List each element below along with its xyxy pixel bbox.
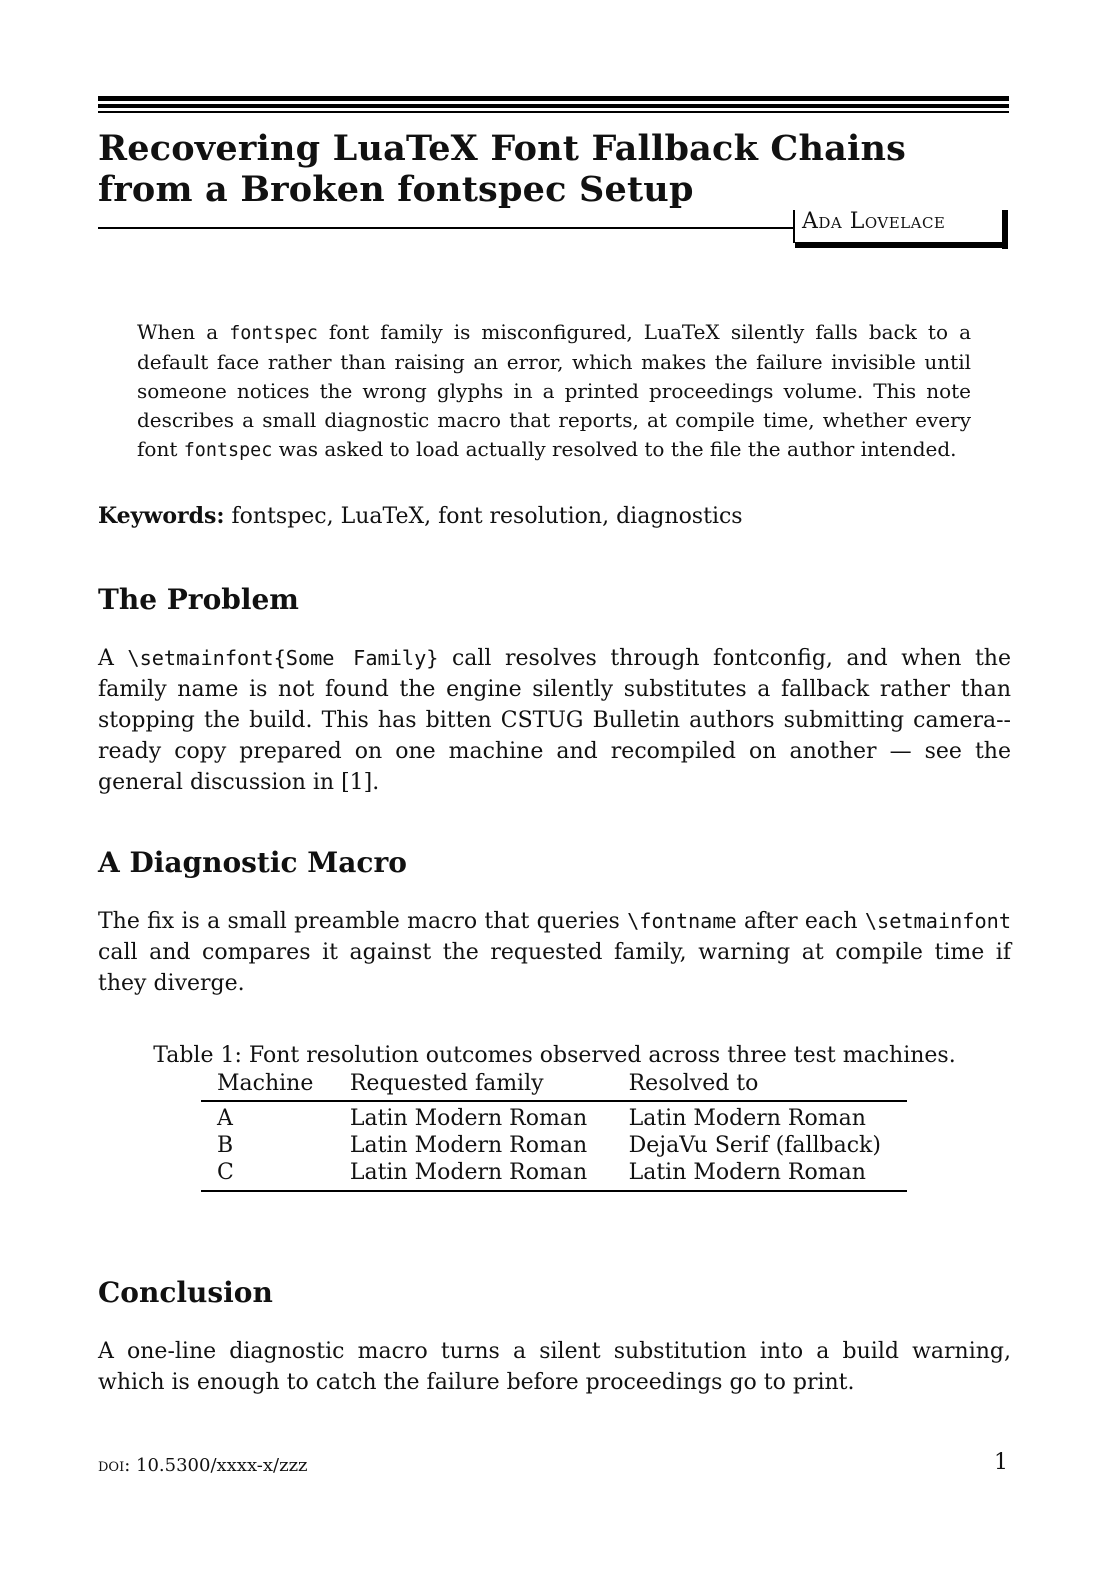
macro-text-2: after each <box>736 909 865 934</box>
section-heading-conclusion: Conclusion <box>98 1276 273 1309</box>
header-rule-thin <box>98 111 1009 113</box>
macro-code-2: \setmainfont <box>864 909 1012 933</box>
table-row <box>201 1101 907 1132</box>
abstract <box>137 318 971 465</box>
abstract-text-1: When a <box>137 320 230 344</box>
table-cell: B <box>217 1133 234 1158</box>
author-name: Ada Lovelace <box>802 209 946 234</box>
table-cell: C <box>201 1159 334 1191</box>
macro-text-1: The fix is a small preamble macro that queries <box>98 909 628 934</box>
abstract-text-2: font family is misconfigured, LuaTeX silently falls back to a default face rather than raising an error, which makes the failure invisible until someone notices the wrong glyphs in a printed proceedings volume. This note describes a small diagnostic macro that reports, at compile time, whether every font <box>137 320 971 461</box>
section-heading-problem: The Problem <box>98 583 299 616</box>
table-cell: A <box>217 1106 233 1131</box>
problem-text-1: A <box>98 646 128 671</box>
table-cell: Latin Modern Roman <box>334 1159 613 1191</box>
macro-paragraph <box>98 906 1011 999</box>
table-header-cell: Machine <box>201 1070 334 1101</box>
problem-code-1: \setmainfont{Some Family} <box>127 646 439 670</box>
doi-label: doi: <box>98 1455 131 1476</box>
header-rule-middle <box>98 104 1009 108</box>
macro-text-3: call and compares it against the requested family, warning at compile time if they diverge. <box>98 940 1011 996</box>
author-rule <box>98 227 795 229</box>
results-table <box>201 1070 907 1192</box>
keywords-label: Keywords: <box>98 503 225 529</box>
paper-title: Recovering LuaTeX Font Fallback Chains from a Broken fontspec Setup <box>98 128 907 210</box>
doi-value: 10.5300/xxxx-x/zzz <box>130 1455 308 1476</box>
problem-paragraph <box>98 643 1011 798</box>
section-heading-macro: A Diagnostic Macro <box>98 846 407 879</box>
header-rule-thick <box>98 96 1009 101</box>
table-header-cell: Requested family <box>334 1070 613 1101</box>
table-cell: Latin Modern Roman <box>349 1133 588 1158</box>
problem-text-2: call resolves through fontconfig, and when the family name is not found the engine silently substitutes a fallback rather than stopping the build. This has bitten CSTUG Bulletin authors submitting camera--ready copy prepared on one machine and recompiled on another — see the general discussion in [1]. <box>98 646 1011 795</box>
table-row <box>201 1159 907 1191</box>
conclusion-paragraph: A one-line diagnostic macro turns a silent substitution into a build warning, which is enough to catch the failure before proceedings go to print. <box>98 1339 1011 1395</box>
abstract-code-2: fontspec <box>183 440 273 461</box>
table-row <box>201 1132 907 1159</box>
doi <box>98 1455 308 1476</box>
abstract-text-3: was asked to load actually resolved to the file the author intended. <box>272 437 957 461</box>
table-cell: Latin Modern Roman <box>349 1106 588 1131</box>
table-cell: Latin Modern Roman <box>628 1106 866 1131</box>
macro-code-1: \fontname <box>627 909 737 933</box>
table-header-row <box>201 1070 907 1101</box>
abstract-code-1: fontspec <box>229 323 318 344</box>
keywords-text: fontspec, LuaTeX, font resolution, diagnostics <box>224 504 743 529</box>
table-cell: Latin Modern Roman <box>613 1159 907 1191</box>
keywords <box>98 503 743 529</box>
author-box-bottom <box>795 242 1008 248</box>
page-number: 1 <box>994 1450 1008 1475</box>
table-header-cell: Resolved to <box>613 1070 907 1101</box>
table-cell: DejaVu Serif (fallback) <box>628 1133 881 1158</box>
table-caption: Table 1: Font resolution outcomes observed across three test machines. <box>153 1043 956 1068</box>
author-box-left <box>793 210 795 243</box>
